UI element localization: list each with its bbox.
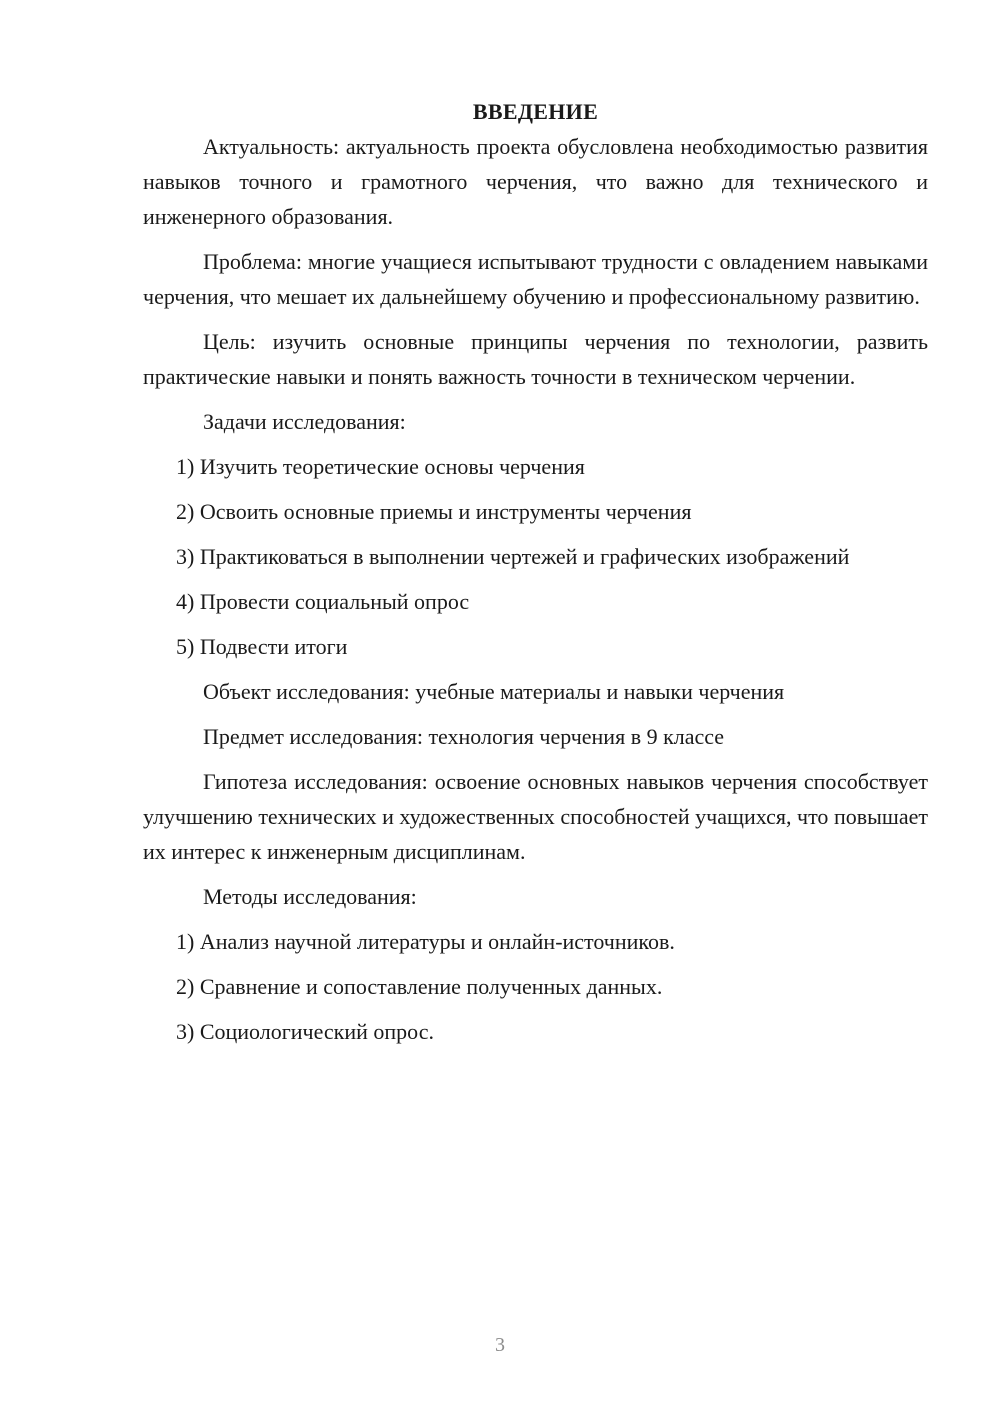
page-title: ВВЕДЕНИЕ bbox=[472, 99, 599, 124]
method-item-1: 1) Анализ научной литературы и онлайн-источников. bbox=[176, 929, 675, 954]
hypothesis-paragraph: Гипотеза исследования: освоение основных навыков черчения способствует улучшению технических и художественных способностей учащихся, что повышает их интерес к инженерным дисциплинам. bbox=[143, 769, 928, 864]
relevance-paragraph: Актуальность: актуальность проекта обусловлена необходимостью развития навыков точного и грамотного черчения, что важно для технического и инженерного образования. bbox=[143, 134, 928, 229]
methods-list bbox=[143, 924, 928, 1049]
method-item-3: 3) Социологический опрос. bbox=[176, 1019, 434, 1044]
tasks-list bbox=[143, 449, 928, 664]
task-item-2: 2) Освоить основные приемы и инструменты черчения bbox=[176, 499, 692, 524]
methods-heading: Методы исследования: bbox=[203, 884, 417, 909]
task-item-4: 4) Провести социальный опрос bbox=[176, 589, 470, 614]
object-paragraph: Объект исследования: учебные материалы и навыки черчения bbox=[203, 679, 785, 704]
subject-paragraph: Предмет исследования: технология черчения в 9 классе bbox=[203, 724, 725, 749]
page-number: 3 bbox=[495, 1334, 505, 1356]
tasks-heading: Задачи исследования: bbox=[203, 409, 406, 434]
task-item-1: 1) Изучить теоретические основы черчения bbox=[176, 454, 585, 479]
goal-paragraph: Цель: изучить основные принципы черчения по технологии, развить практические навыки и понять важность точности в техническом черчении. bbox=[143, 329, 928, 389]
task-item-5: 5) Подвести итоги bbox=[176, 634, 348, 659]
problem-paragraph: Проблема: многие учащиеся испытывают трудности с овладением навыками черчения, что мешает их дальнейшему обучению и профессиональному развитию. bbox=[143, 249, 928, 309]
page-content bbox=[143, 94, 928, 1059]
method-item-2: 2) Сравнение и сопоставление полученных данных. bbox=[176, 974, 663, 999]
task-item-3: 3) Практиковаться в выполнении чертежей и графических изображений bbox=[176, 544, 850, 569]
